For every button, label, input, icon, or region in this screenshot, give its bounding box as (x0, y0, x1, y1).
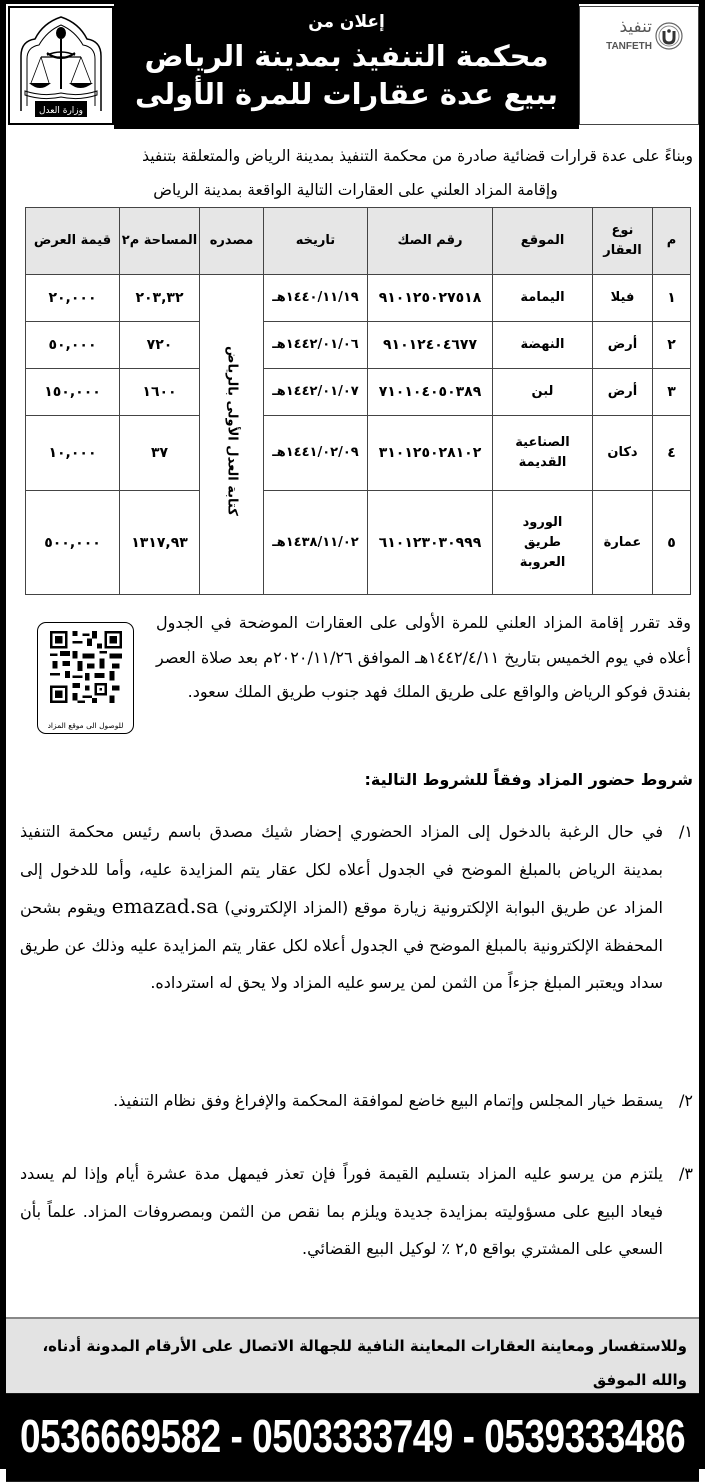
cell-index: ٥ (653, 491, 691, 595)
cell-area: ٢٠٣,٣٢ (120, 275, 200, 322)
header-index: م (653, 208, 691, 275)
qr-code-box[interactable] (37, 622, 134, 734)
cell-area: ٧٢٠ (120, 322, 200, 369)
tanfeth-logo (579, 6, 699, 125)
cell-location: لبن (493, 369, 593, 416)
cell-area: ٣٧ (120, 416, 200, 491)
announcement-subject: ببيع عدة عقارات للمرة الأولى (134, 77, 559, 111)
cell-price: ١٠,٠٠٠ (26, 416, 120, 491)
header-type: نوع العقار (593, 208, 653, 275)
cell-type: أرض (593, 369, 653, 416)
header (6, 4, 699, 129)
condition-text: يلتزم من يرسو عليه المزاد بتسليم القيمة فوراً فإن تعذر فيمهل مدة عشرة أيام وإذا لم يسدد فيعاد البيع على مسؤوليته بمزايدة جديدة ويلزم بما نقص من الثمن وبمصروفات المزاد. علماً بأن السعي على المشتري بواقع ٢,٥ ٪ لوكيل البيع القضائي. (20, 1164, 663, 1258)
cell-location: الورود طريق العروبة (493, 491, 593, 595)
header-location: الموقع (493, 208, 593, 275)
cell-price: ٥٠٠,٠٠٠ (26, 491, 120, 595)
tanfeth-arabic-wordmark: تنفيذ (619, 17, 652, 37)
cell-type: دكان (593, 416, 653, 491)
cell-deed: ٦١٠١٢٣٠٣٠٩٩٩ (368, 491, 493, 595)
condition-item-3 (20, 1155, 693, 1268)
qr-code-icon[interactable] (50, 631, 122, 713)
table-row (26, 322, 691, 369)
cell-index: ١ (653, 275, 691, 322)
tanfeth-english-wordmark: TANFETH (606, 41, 652, 52)
source-text: كتابة العدل الأولى بالرياض (224, 346, 240, 516)
qr-caption: للوصول الى موقع المزاد (47, 721, 124, 730)
svg-text:وزارة العدل: وزارة العدل (39, 105, 83, 116)
table-row (26, 491, 691, 595)
header-source: مصدره (200, 208, 264, 275)
cell-deed: ٩١٠١٢٤٠٤٦٧٧ (368, 322, 493, 369)
condition-number: ١/ (679, 822, 693, 841)
condition-item-2 (20, 1082, 693, 1120)
condition-item-1 (20, 813, 693, 1002)
table-row (26, 369, 691, 416)
cell-deed: ٣١٠١٢٥٠٢٨١٠٢ (368, 416, 493, 491)
cell-price: ٥٠,٠٠٠ (26, 322, 120, 369)
cell-deed: ٩١٠١٢٥٠٢٧٥١٨ (368, 275, 493, 322)
condition-number: ٣/ (679, 1164, 693, 1183)
cell-index: ٣ (653, 369, 691, 416)
intro-line-2: وإقامة المزاد العلني على العقارات التالية الواقعة بمدينة الرياض (153, 181, 558, 199)
condition-text-part: في حال الرغبة بالدخول إلى المزاد الحضوري إحضار شيك مصدق باسم رئيس محكمة التنفيذ بمدينة الرياض بالمبلغ الموضح في الجدول أعلاه لكل عقار يتم المزايدة عليه، وأما للدخول إلى المزاد عن طريق البوابة الإلكترونية زيارة موقع (المزاد الإلكتروني) (20, 822, 664, 917)
header-date: تاريخه (264, 208, 368, 275)
header-area: المساحة م٢ (120, 208, 200, 275)
cell-type: عمارة (593, 491, 653, 595)
cell-type: فيلا (593, 275, 653, 322)
table-row (26, 416, 691, 491)
cell-date: ١٤٤٢/٠١/٠٧هـ (264, 369, 368, 416)
cell-area: ١٦٠٠ (120, 369, 200, 416)
cell-source-merged (200, 275, 264, 595)
cell-price: ٢٠,٠٠٠ (26, 275, 120, 322)
cell-price: ١٥٠,٠٠٠ (26, 369, 120, 416)
website-link[interactable]: emazad.sa (111, 894, 219, 918)
cell-deed: ٧١٠١٠٤٠٥٠٣٨٩ (368, 369, 493, 416)
cell-date: ١٤٣٨/١١/٠٢هـ (264, 491, 368, 595)
condition-text (20, 813, 663, 1002)
tanfeth-icon (654, 21, 684, 51)
cell-date: ١٤٤١/٠٢/٠٩هـ (264, 416, 368, 491)
properties-table-wrap (26, 207, 691, 595)
condition-text-part: ويقوم بشحن المحفظة الإلكترونية بالمبلغ الموضح في الجدول أعلاه لكل عقار يتم المزايدة عليه وذلك عن طريق سداد ويعتبر المبلغ جزءاً من الثمن لمن يرسو عليه المزاد ولا يحق له استرداده. (20, 898, 663, 992)
properties-table (25, 207, 691, 595)
contact-note: وللاستفسار ومعاينة العقارات المعاينة النافية للجهالة الاتصال على الأرقام المدونة أدناه، والله الموفق (6, 1317, 699, 1402)
cell-location: الصناعية القديمة (493, 416, 593, 491)
intro-line-1: وبناءً على عدة قرارات قضائية صادرة من محكمة التنفيذ بمدينة الرياض والمتعلقة بتنفيذ (142, 147, 693, 165)
ministry-of-justice-logo (8, 6, 114, 125)
cell-date: ١٤٤٢/٠١/٠٦هـ (264, 322, 368, 369)
table-header-row (26, 208, 691, 275)
scales-of-justice-icon (13, 11, 109, 121)
condition-text: يسقط خيار المجلس وإتمام البيع خاضع لموافقة المحكمة والإفراغ وفق نظام التنفيذ. (113, 1091, 663, 1110)
cell-index: ٢ (653, 322, 691, 369)
cell-area: ١٣١٧,٩٣ (120, 491, 200, 595)
court-name: محكمة التنفيذ بمدينة الرياض (144, 39, 549, 73)
header-deed: رقم الصك (368, 208, 493, 275)
cell-type: أرض (593, 322, 653, 369)
auction-paragraph: وقد تقرر إقامة المزاد العلني للمرة الأولى على العقارات الموضحة في الجدول أعلاه في يوم الخميس بتاريخ ١٤٤٢/٤/١١هـ الموافق ٢٠٢٠/١١/٢٦م بعد صلاة العصر بفندق فوكو الرياض والواقع على طريق الملك فهد جنوب طريق الملك سعود. (156, 613, 692, 701)
intro-paragraph (18, 139, 693, 207)
cell-date: ١٤٤٠/١١/١٩هـ (264, 275, 368, 322)
cell-location: النهضة (493, 322, 593, 369)
conditions-title: شروط حضور المزاد وفقاً للشروط التالية: (364, 770, 693, 789)
condition-number: ٢/ (679, 1091, 693, 1110)
title-block (114, 4, 579, 129)
announcement-from: إعلان من (308, 12, 385, 32)
cell-index: ٤ (653, 416, 691, 491)
table-row (26, 275, 691, 322)
cell-location: اليمامة (493, 275, 593, 322)
header-price: قيمة العرض (26, 208, 120, 275)
phone-numbers[interactable]: 0536669582 - 0503333749 - 0539333486 (6, 1393, 699, 1482)
